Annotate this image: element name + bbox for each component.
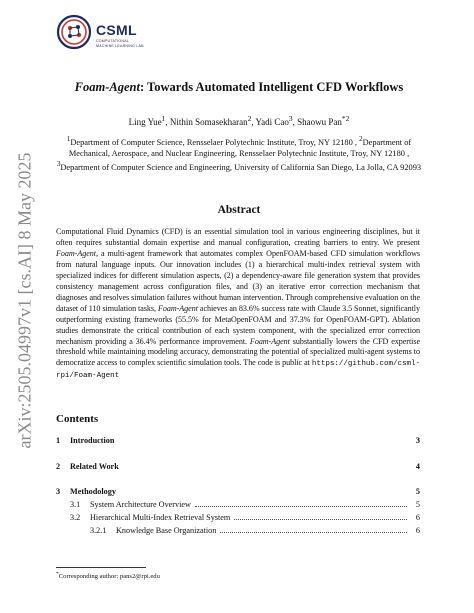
- abstract-text: , a multi-agent framework that automates complex OpenFOAM-based CFD simulation workflows from natural language inputs. Our innovation includes (1) a hierarchical multi-index retrieval system with specialized indices for different simulation aspects, (2) a dependency-aware file generation system that provides consistency management across configuration files, and (3) an iterative error correction mechanism that diagnoses and resolves simulation failures without human intervention. Through comprehensive evaluation on the dataset of 110 simulation tasks,: [56, 248, 420, 313]
- affil-sup: 3: [56, 159, 61, 168]
- toc-entry-knowledge-base[interactable]: [90, 526, 420, 535]
- toc-entry-system-architecture[interactable]: [70, 500, 420, 509]
- abstract-text: Computational Fluid Dynamics (CFD) is an essential simulation tool in various engineering disciplines, but it often requires substantial domain expertise and manual configuration, creating barriers to entry. We present: [56, 227, 420, 247]
- footnote-text: Corresponding author: pans2@rpi.edu: [58, 573, 160, 581]
- toc-number: 3.2.1: [90, 526, 107, 535]
- toc-title: Hierarchical Multi-Index Retrieval System: [90, 513, 231, 522]
- toc-number: 1: [56, 436, 61, 445]
- author-list: Ling Yue$^1$, Nithin Somasekharan$^2$, Yadi Cao$^3$, Shaowu Pan$^{*2}$: [128, 114, 350, 127]
- csml-logo-icon: [56, 14, 92, 50]
- toc-page: 5: [415, 500, 420, 509]
- toc-number: 3: [56, 487, 61, 496]
- toc-number: 3.1: [70, 500, 81, 509]
- affiliation: Department of Computer Science, Rensselaer Polytechnic Institute, Troy, NY 12180 ,: [70, 137, 357, 147]
- toc-page: 6: [415, 513, 420, 522]
- author: Ling Yue: [128, 117, 162, 127]
- contents-heading: Contents: [56, 413, 99, 425]
- affiliation: Department of Computer Science and Engineering, University of California San Diego, La Jolla, CA 92093: [60, 162, 422, 172]
- author-sup: 3: [288, 114, 293, 123]
- toc-page: 3: [415, 436, 420, 445]
- title-emph: Foam-Agent: [74, 80, 140, 94]
- toc-title: Related Work: [70, 462, 119, 471]
- abstract-text: achieves an 83.6% success rate with Claude 3.5 Sonnet, significantly outperforming existing frameworks (55.5% for MetaOpenFOAM and 37.3% for OpenFOAM-GPT). Ablation studies demonstrate the critical contribution of each system component, with the specialized error correction mechanism providing a 36.4% performance improvement.: [56, 303, 420, 346]
- toc-title: Methodology: [70, 487, 116, 496]
- abstract-text: substantially lowers the CFD expertise threshold while maintaining modeling accuracy, demonstrating the potential of specialized multi-agent systems to democratize access to complex scientific simulation tools. The code is public at: [56, 336, 420, 368]
- author: Shaowu Pan: [297, 117, 342, 127]
- logo-name: CSML: [96, 22, 137, 38]
- code-url-link[interactable]: https://github.com/csml-rpi/Foam-Agent: [56, 360, 420, 381]
- footnote-rule: [56, 567, 146, 568]
- abstract-body: [56, 227, 420, 382]
- toc-page: 5: [415, 487, 420, 496]
- affiliation: Department of Mechanical, Aerospace, and Nuclear Engineering, Rensselaer Polytechnic Institute, Troy, NY 12180 ,: [68, 137, 412, 158]
- paper-title: [56, 80, 422, 95]
- toc-number: 3.2: [70, 513, 81, 522]
- toc-number: 2: [56, 462, 61, 471]
- toc-entry-retrieval-system[interactable]: [70, 513, 420, 522]
- abstract-emph: Foam-Agent: [157, 303, 198, 313]
- arxiv-side-stamp: [10, 152, 40, 448]
- arxiv-stamp-text: arXiv:2505.04997v1 [cs.AI] 8 May 2025: [14, 152, 35, 448]
- footnote-sup: *: [56, 571, 59, 577]
- title-rest: : Towards Automated Intelligent CFD Workflows: [139, 80, 404, 94]
- author-sup: 2: [247, 114, 252, 123]
- affil-sup: 2: [359, 135, 363, 143]
- toc-entry-introduction[interactable]: [56, 436, 420, 445]
- toc-page: 6: [415, 526, 420, 535]
- logo-subtitle: COMPUTATIONAL MACHINE LEARNING LAB: [96, 39, 144, 48]
- toc-page: 4: [415, 462, 420, 471]
- abstract-emph: Foam-Agent: [249, 336, 290, 346]
- toc-title: Knowledge Base Organization: [116, 526, 217, 535]
- author-sup: *2: [341, 114, 350, 123]
- abstract-emph: Foam-Agent: [56, 248, 96, 258]
- affiliations: [56, 134, 422, 173]
- affil-sup: 1: [66, 135, 71, 143]
- author: Nithin Somasekharan: [169, 117, 248, 127]
- csml-logo: [56, 14, 176, 54]
- toc-title: System Architecture Overview: [90, 500, 191, 509]
- abstract-heading: Abstract: [217, 204, 261, 216]
- toc-title: Introduction: [70, 436, 115, 445]
- toc-entry-related-work[interactable]: [56, 462, 420, 471]
- author: Yadi Cao: [255, 117, 289, 127]
- footnote: [56, 571, 160, 580]
- author-sup: 1: [161, 114, 166, 123]
- toc-entry-methodology[interactable]: [56, 487, 420, 496]
